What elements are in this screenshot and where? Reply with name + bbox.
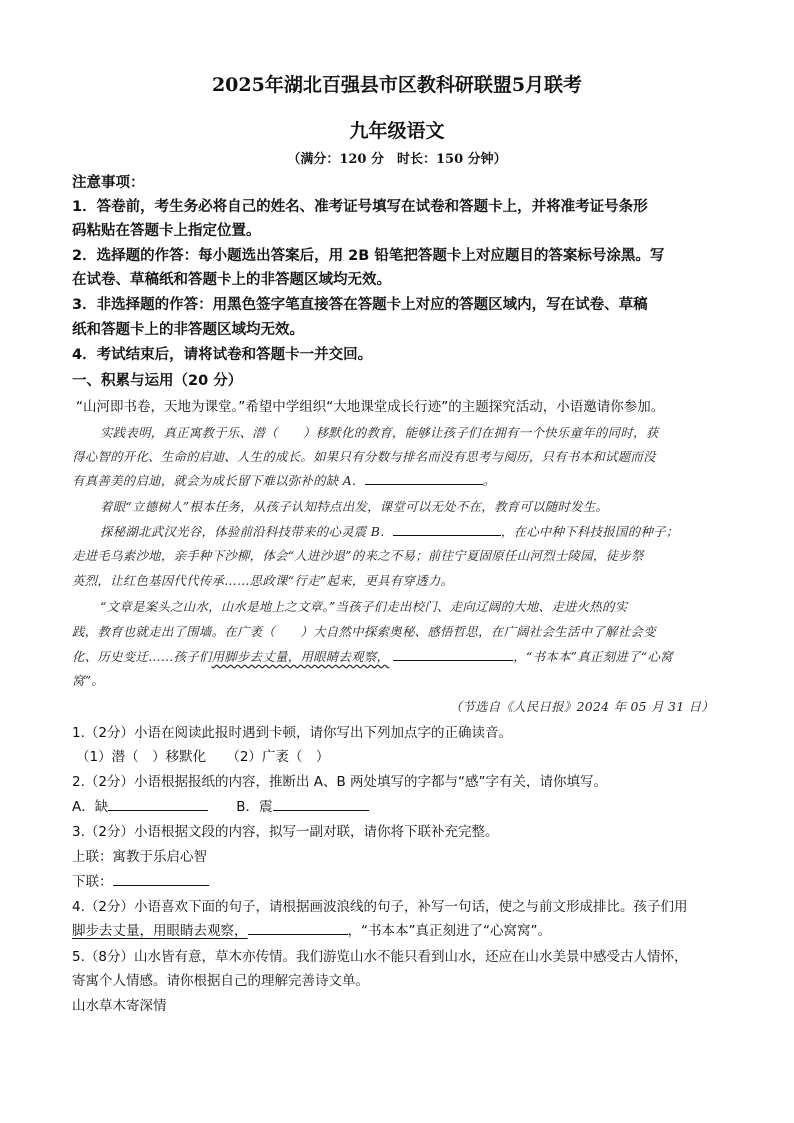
notice-item-2b: 在试卷、草稿纸和答题卡上的非答题区域均无效。 bbox=[72, 272, 391, 288]
question-5-line1: 5.（8分）山水皆有意，草木亦传情。我们游览山水不能只看到山水，还应在山水美景中感受古人情怀， bbox=[72, 949, 688, 965]
passage-p4-line1: “文章是案头之山水，山水是地上之文章。”当孩子们走出校门、走向辽阔的大地、走进火热的实 bbox=[100, 599, 628, 614]
question-3: 3.（2分）小语根据文段的内容，拟写一副对联，请你将下联补充完整。 bbox=[72, 824, 499, 840]
blank-a bbox=[365, 470, 483, 485]
q2-a-blank[interactable] bbox=[108, 796, 208, 811]
question-2: 2.（2分）小语根据报纸的内容，推断出 A、B 两处填写的字都与“感”字有关，请你填写。 bbox=[72, 774, 608, 790]
passage-p3-line1 bbox=[100, 521, 750, 543]
q2-a-label: A．缺 bbox=[72, 799, 109, 815]
passage-p3-line1-end: ，在心中种下科技报国的种子； bbox=[500, 524, 679, 539]
notice-item-1b: 码粘贴在答题卡上指定位置。 bbox=[72, 223, 261, 239]
passage-p3-line3: 英烈，让红色基因代代传承……思政课“行走”起来，更具有穿透力。 bbox=[72, 573, 454, 588]
blank-b bbox=[393, 521, 501, 536]
q4-blank[interactable] bbox=[248, 920, 348, 935]
q2-b-blank[interactable] bbox=[273, 796, 369, 811]
passage-p2: 着眼“立德树人”根本任务，从孩子认知特点出发，课堂可以无处不在，教育可以随时发生。 bbox=[100, 499, 609, 514]
passage-p1-line3-end: 。 bbox=[482, 473, 496, 488]
q2-b-label: B．震 bbox=[236, 799, 273, 815]
question-4-line1: 4.（2分）小语喜欢下面的句子，请根据画波浪线的句子，补写一句话，使之与前文形成排比。孩子们用 bbox=[72, 899, 688, 915]
wavy-underlined-sentence: 用脚步去丈量，用眼睛去观察， bbox=[211, 649, 390, 664]
question-2-answers bbox=[72, 796, 722, 818]
passage-p4-line2: 践，教育也就走出了围墙。在广袤（ ）大自然中探索奥秘、感悟哲思，在广阔社会生活中了解社会变 bbox=[72, 624, 656, 639]
passage-p3-line1-text: 探秘湖北武汉光谷，体验前沿科技带来的心灵震 B． bbox=[100, 524, 393, 539]
question-1-options: （1）潜（ ）移默化 （2）广袤（ ） bbox=[76, 749, 330, 765]
q3-lower-blank[interactable] bbox=[113, 871, 209, 886]
passage-p4-line4: 窝”。 bbox=[72, 673, 105, 688]
q3-lower-label: 下联： bbox=[72, 874, 113, 890]
question-5-topic: 山水草木寄深情 bbox=[72, 998, 167, 1014]
passage-p1-line2: 得心智的开化、生命的启迪、人生的成长。如果只有分数与排名而没有思考与阅历，只有书本和试题而没 bbox=[72, 449, 656, 464]
passage-p1-line3-text: 有真善美的启迪，就会为成长留下难以弥补的缺 A． bbox=[72, 473, 365, 488]
passage-p4-line3-text: 化、历史变迁……孩子们 bbox=[72, 649, 212, 664]
notice-item-2a: 2．选择题的作答：每小题选出答案后，用 2B 铅笔把答题卡上对应题目的答案标号涂黑。写 bbox=[72, 248, 665, 264]
notice-item-3b: 纸和答题卡上的非答题区域均无效。 bbox=[72, 322, 304, 338]
question-4-line2 bbox=[72, 920, 722, 942]
question-5-line2: 寄寓个人情感。请你根据自己的理解完善诗文单。 bbox=[72, 973, 369, 989]
section-1-heading: 一、积累与运用（20 分） bbox=[72, 373, 243, 389]
section-1-intro: “山河即书卷，天地为课堂。”希望中学组织“大地课堂成长行迹”的主题探究活动，小语邀请你参加。 bbox=[76, 399, 665, 415]
question-3-lower bbox=[72, 871, 722, 893]
passage-p1-line1: 实践表明，真正寓教于乐、潜（ ）移默化的教育，能够让孩子们在拥有一个快乐童年的同时，获 bbox=[100, 425, 659, 440]
question-1: 1.（2分）小语在阅读此报时遇到卡顿，请你写出下列加点字的正确读音。 bbox=[72, 725, 512, 741]
notice-heading: 注意事项： bbox=[72, 175, 145, 191]
passage-p4-line3 bbox=[72, 646, 722, 668]
question-3-upper: 上联：寓教于乐启心智 bbox=[72, 849, 207, 865]
q4-line2-end: ，“书本本”真正刻进了“心窝窝”。 bbox=[347, 923, 551, 939]
notice-item-3a: 3．非选择题的作答：用黑色签字笔直接答在答题卡上对应的答题区域内，写在试卷、草稿 bbox=[72, 297, 648, 313]
passage-p3-line2: 走进毛乌素沙地，亲手种下沙柳，体会“人进沙退”的来之不易；前往宁夏固原任山河烈士陵园，徒步祭 bbox=[72, 548, 644, 563]
passage-p4-line3-end: ，“书本本”真正刻进了“心窝 bbox=[513, 649, 673, 664]
notice-item-1a: 1．答卷前，考生务必将自己的姓名、准考证号填写在试卷和答题卡上，并将准考证号条形 bbox=[72, 199, 648, 215]
exam-meta: （满分：120 分 时长：150 分钟） bbox=[287, 152, 507, 167]
notice-item-4: 4．考试结束后，请将试卷和答题卡一并交回。 bbox=[72, 347, 373, 363]
blank-sentence bbox=[393, 646, 513, 661]
exam-title: 2025年湖北百强县市区教科研联盟5月联考 bbox=[211, 74, 583, 96]
passage-p1-line3 bbox=[72, 470, 722, 492]
q4-underlined-sentence: 脚步去丈量，用眼睛去观察， bbox=[72, 923, 248, 939]
exam-subject: 九年级语文 bbox=[349, 120, 445, 142]
passage-source: （节选自《人民日报》2024 年 05 月 31 日） bbox=[449, 699, 714, 714]
